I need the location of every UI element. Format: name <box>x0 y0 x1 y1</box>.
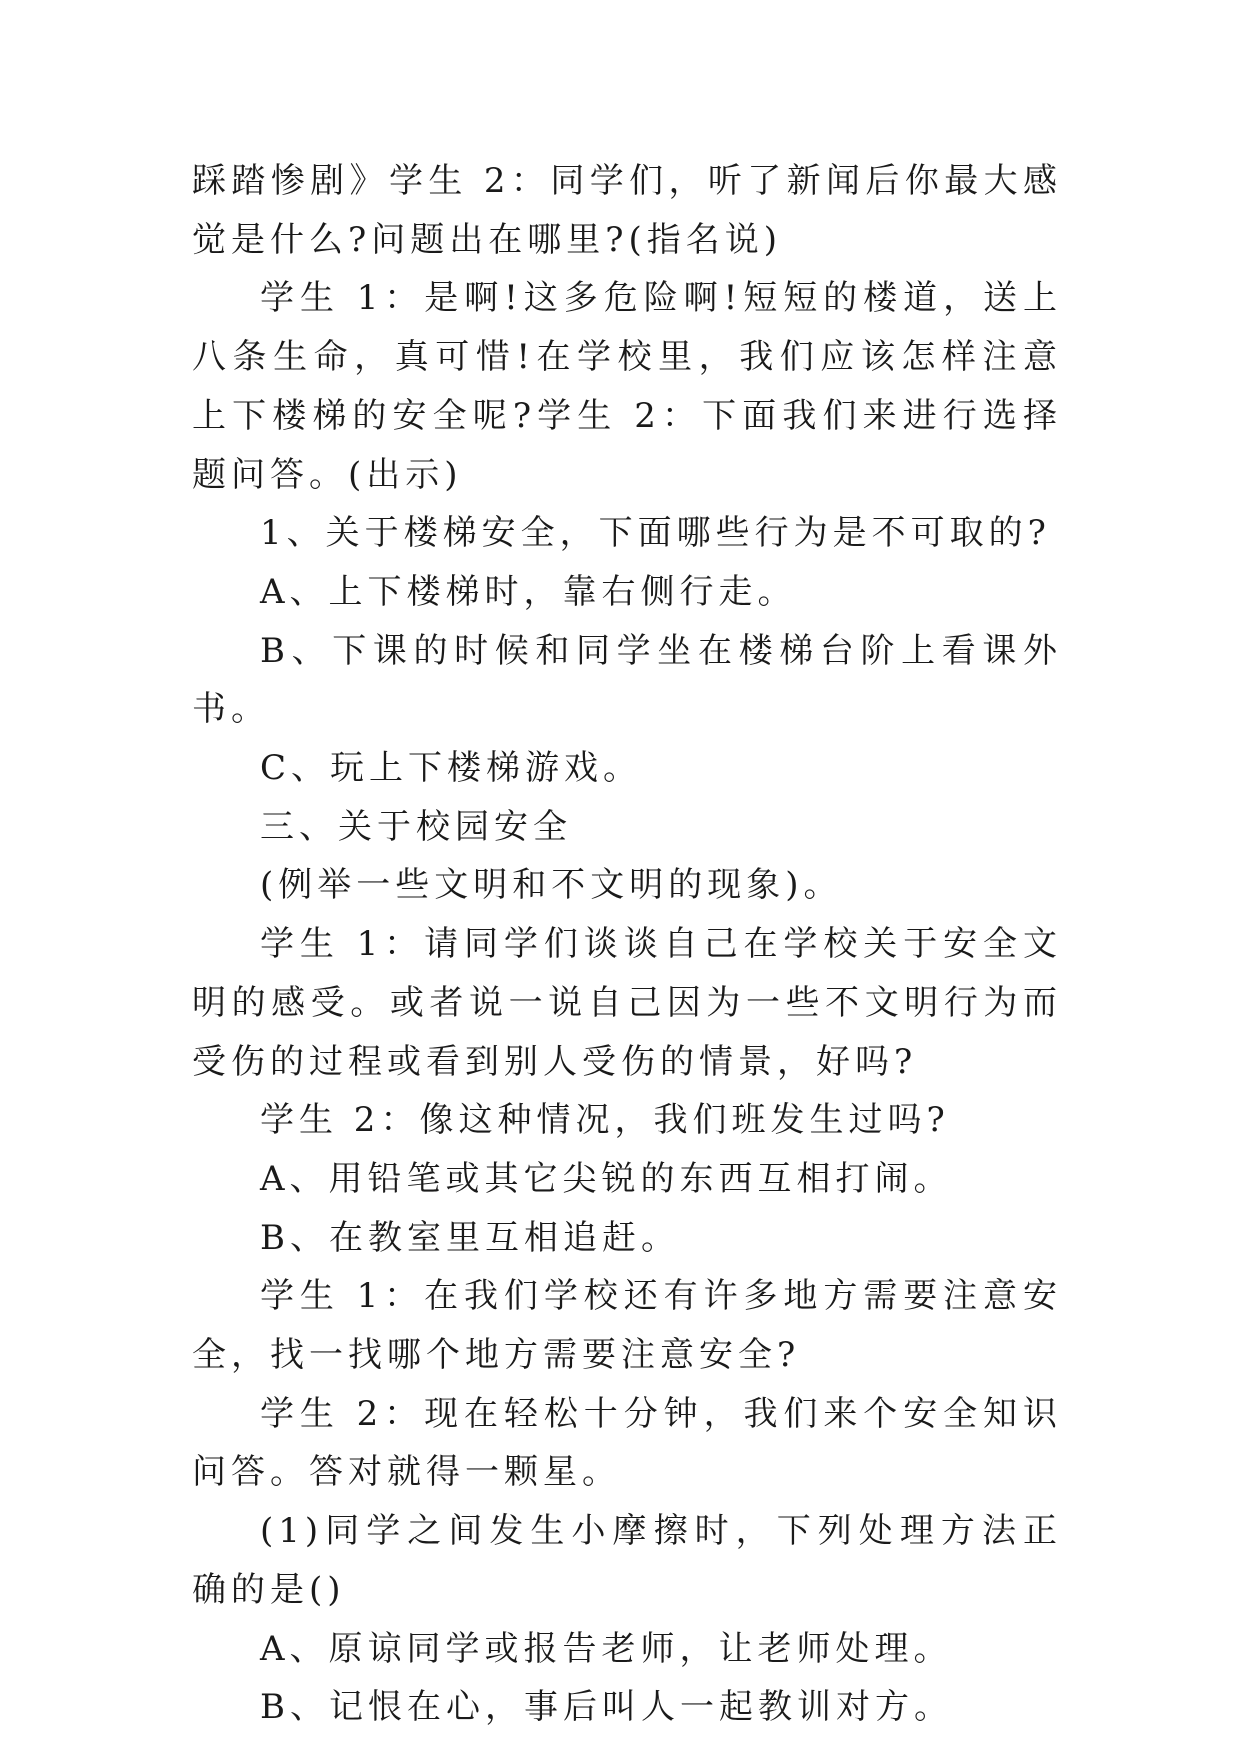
paragraph: (例举一些文明和不文明的现象)。 <box>260 865 843 906</box>
option-b: B、在教室里互相追赶。 <box>260 1217 680 1258</box>
paragraph: 学生 1：在我们学校还有许多地方需要注意安全，找一找哪个地方需要注意安全? <box>192 1276 1062 1376</box>
option-a: A、上下楼梯时，靠右侧行走。 <box>260 571 797 612</box>
section-heading: 三、关于校园安全 <box>260 806 572 847</box>
paragraph: 学生 2：像这种情况，我们班发生过吗? <box>260 1100 950 1141</box>
option-a: A、用铅笔或其它尖锐的东西互相打闹。 <box>260 1158 953 1199</box>
option-b: B、记恨在心，事后叫人一起教训对方。 <box>260 1687 953 1728</box>
option-c: C、玩上下楼梯游戏。 <box>260 748 643 789</box>
option-a: A、原谅同学或报告老师，让老师处理。 <box>260 1628 953 1669</box>
paragraph: 学生 1：请同学们谈谈自己在学校关于安全文明的感受。或者说一说自己因为一些不文明行为而受伤的过程或看到别人受伤的情景，好吗? <box>192 924 1062 1082</box>
paragraph: 学生 1：是啊!这多危险啊!短短的楼道，送上八条生命，真可惜!在学校里，我们应该怎样注意上下楼梯的安全呢?学生 2：下面我们来进行选择题问答。(出示) <box>192 278 1062 495</box>
paragraph: 踩踏惨剧》学生 2：同学们，听了新闻后你最大感觉是什么?问题出在哪里?(指名说) <box>192 161 1062 260</box>
paragraph: 学生 2：现在轻松十分钟，我们来个安全知识问答。答对就得一颗星。 <box>192 1393 1062 1493</box>
document-page <box>192 152 1062 1737</box>
quiz-question: (1)同学之间发生小摩擦时，下列处理方法正确的是() <box>192 1511 1062 1610</box>
option-b: B、下课的时候和同学坐在楼梯台阶上看课外书。 <box>192 630 1062 730</box>
question-1: 1、关于楼梯安全，下面哪些行为是不可取的? <box>260 513 1051 554</box>
